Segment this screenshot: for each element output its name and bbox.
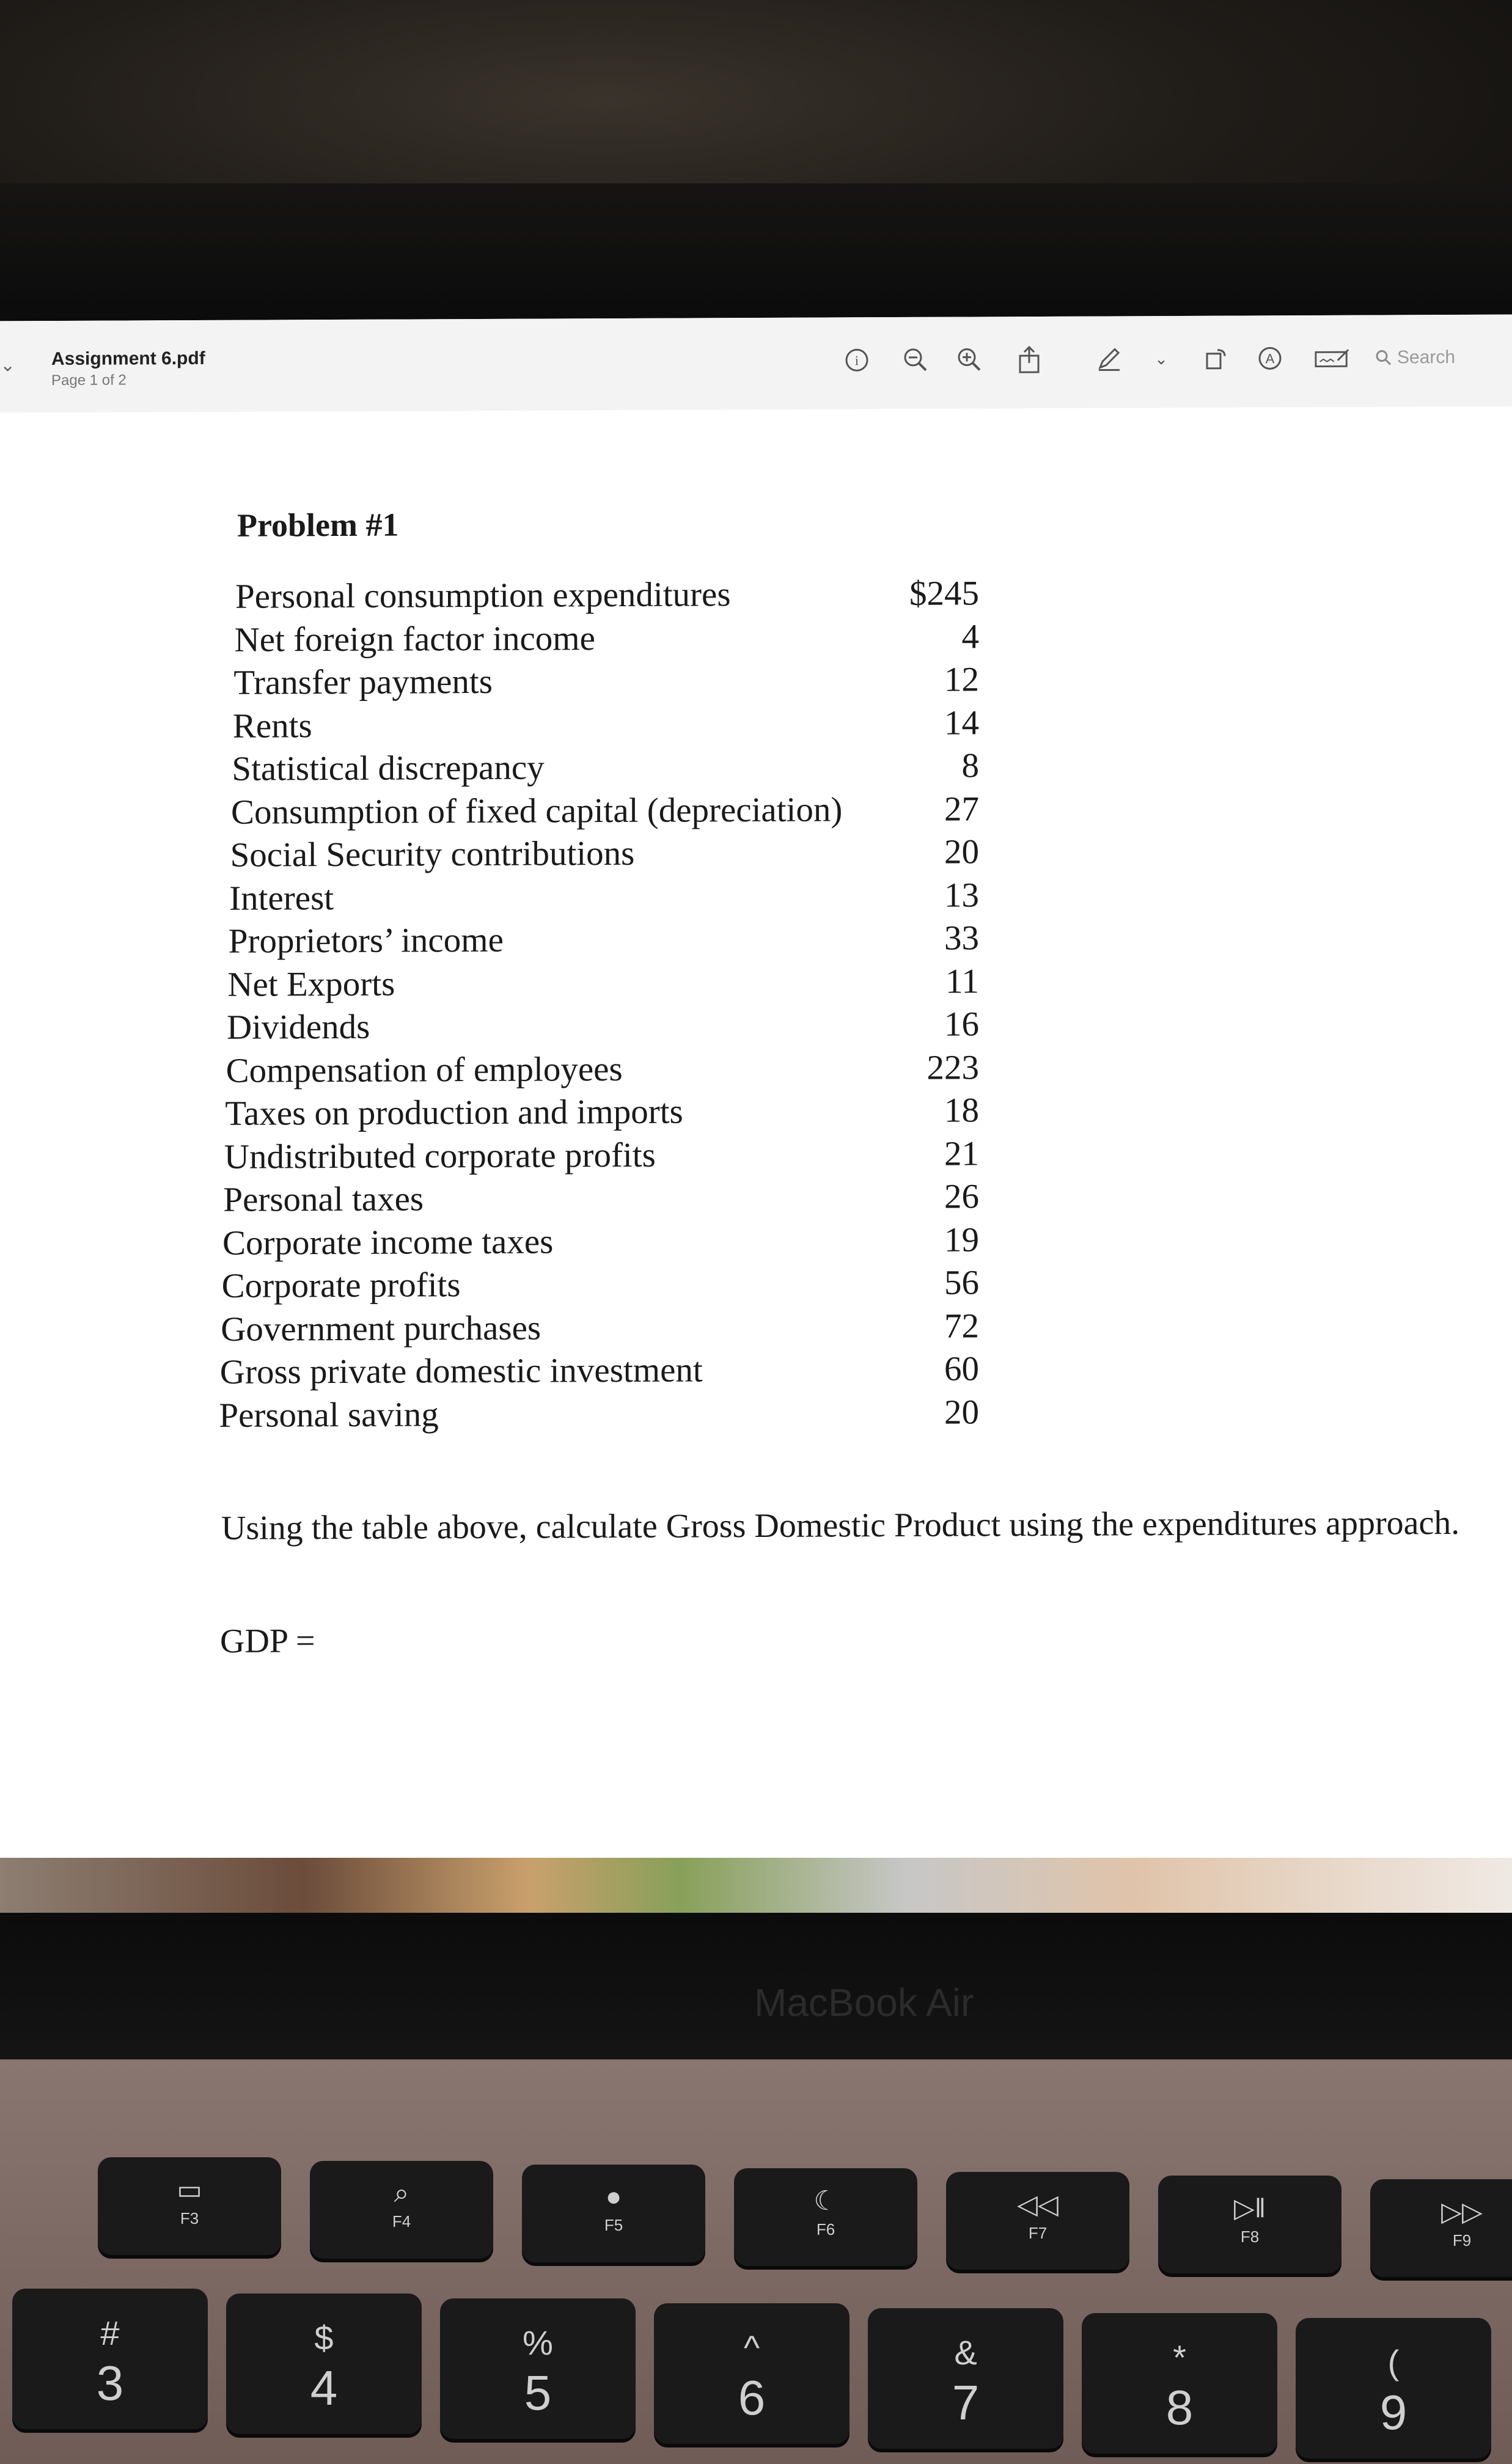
key-number: 6 — [738, 2370, 766, 2425]
table-row — [233, 659, 979, 705]
svg-text:i: i — [854, 353, 859, 369]
signature-icon[interactable] — [1314, 340, 1351, 376]
share-icon[interactable] — [1011, 341, 1048, 378]
row-value: 33 — [944, 919, 979, 958]
gdp-prompt: GDP = — [220, 1622, 315, 1660]
row-value: 18 — [944, 1091, 979, 1130]
row-value: $245 — [909, 574, 979, 613]
function-key[interactable] — [946, 2172, 1129, 2270]
function-key-label: F7 — [1028, 2224, 1048, 2242]
pdf-page — [0, 406, 1512, 1874]
problem-title: Problem #1 — [237, 506, 399, 544]
annotate-icon[interactable] — [1252, 340, 1288, 376]
table-row — [229, 918, 979, 964]
search-field[interactable] — [1375, 339, 1497, 376]
table-row — [223, 1176, 979, 1222]
row-label: Government purchases — [221, 1308, 541, 1349]
number-key[interactable] — [440, 2298, 636, 2439]
question-text: Using the table above, calculate Gross Domestic Product using the expenditures approach. — [221, 1503, 1460, 1547]
row-value: 21 — [944, 1134, 979, 1173]
function-key-label: F4 — [392, 2212, 411, 2231]
table-row — [222, 1220, 979, 1266]
table-row — [220, 1349, 979, 1395]
toolbar — [0, 315, 1512, 414]
row-label: Net foreign factor income — [234, 618, 595, 659]
svg-text:A: A — [1265, 351, 1275, 367]
zoom-in-icon[interactable] — [951, 341, 988, 378]
key-symbol: ( — [1387, 2343, 1400, 2382]
key-number: 9 — [1379, 2385, 1407, 2440]
row-label: Net Exports — [227, 964, 395, 1004]
rotate-icon[interactable] — [1198, 340, 1235, 377]
row-value: 16 — [944, 1005, 979, 1044]
table-row — [227, 1004, 979, 1050]
table-row — [222, 1263, 979, 1308]
key-symbol: % — [523, 2323, 553, 2362]
row-label: Personal taxes — [223, 1179, 424, 1219]
function-key[interactable] — [310, 2161, 493, 2259]
function-key[interactable] — [522, 2165, 705, 2262]
row-label: Compensation of employees — [226, 1049, 623, 1090]
table-row — [231, 789, 979, 835]
number-key[interactable] — [226, 2294, 422, 2434]
table-row — [226, 1047, 979, 1093]
page-indicator: Page 1 of 2 — [51, 372, 127, 389]
row-label: Personal saving — [219, 1395, 439, 1435]
function-key-label: F5 — [604, 2216, 623, 2234]
row-value: 56 — [944, 1263, 979, 1302]
markup-pen-icon[interactable] — [1090, 340, 1127, 377]
key-number: 8 — [1165, 2380, 1194, 2435]
screen-bezel-top — [0, 183, 1512, 324]
table-row — [227, 961, 979, 1007]
table-row — [232, 746, 979, 791]
row-value: 223 — [927, 1047, 979, 1087]
row-label: Transfer payments — [233, 662, 493, 702]
row-value: 11 — [945, 961, 979, 1001]
document-title: Assignment 6.pdf — [51, 348, 205, 370]
row-label: Consumption of fixed capital (depreciation) — [231, 790, 843, 832]
zoom-out-icon[interactable] — [897, 342, 934, 378]
key-symbol: ^ — [743, 2328, 760, 2367]
table-row — [221, 1306, 979, 1352]
rewind-icon: ◁◁ — [1017, 2190, 1059, 2220]
table-row — [233, 703, 979, 749]
table-row — [230, 832, 979, 878]
key-number: 4 — [310, 2361, 338, 2415]
key-number: 7 — [952, 2375, 980, 2430]
row-label: Corporate profits — [221, 1266, 461, 1305]
row-value: 27 — [944, 789, 979, 829]
row-label: Interest — [229, 878, 334, 918]
play-pause-icon: ▷‖ — [1233, 2193, 1266, 2223]
search-icon: ⌕ — [394, 2178, 409, 2208]
key-symbol: # — [100, 2314, 120, 2352]
row-value: 14 — [944, 703, 979, 743]
row-label: Taxes on production and imports — [225, 1092, 683, 1133]
row-value: 20 — [944, 1392, 979, 1432]
table-row — [235, 573, 979, 619]
row-value: 19 — [944, 1220, 979, 1260]
key-number: 5 — [524, 2366, 552, 2420]
key-number: 3 — [96, 2356, 124, 2410]
chevron-down-icon[interactable]: ⌄ — [1154, 349, 1168, 368]
row-value: 4 — [961, 617, 979, 656]
row-label: Undistributed corporate profits — [224, 1135, 656, 1176]
function-key-label: F8 — [1240, 2228, 1260, 2246]
table-row — [225, 1090, 979, 1136]
search-placeholder: Search — [1397, 347, 1456, 368]
desktop-wallpaper-strip — [0, 1858, 1512, 1913]
table-row — [219, 1392, 979, 1438]
number-key[interactable] — [1296, 2318, 1491, 2458]
row-label: Rents — [232, 706, 312, 746]
row-value: 26 — [944, 1177, 979, 1216]
row-label: Proprietors’ income — [228, 920, 504, 961]
title-block — [51, 348, 205, 389]
row-value: 72 — [944, 1306, 979, 1346]
row-value: 20 — [944, 832, 979, 871]
row-value: 12 — [944, 660, 979, 699]
microphone-icon: ● — [605, 2182, 622, 2212]
table-row — [235, 617, 979, 662]
number-key[interactable] — [654, 2303, 850, 2444]
keyboard-deck — [0, 2059, 1512, 2464]
key-symbol: & — [954, 2333, 977, 2372]
row-label: Dividends — [227, 1007, 370, 1047]
row-label: Corporate income taxes — [222, 1222, 554, 1263]
function-key[interactable] — [1370, 2179, 1512, 2277]
table-row — [224, 1134, 979, 1179]
function-key-label: F3 — [180, 2209, 199, 2228]
row-value: 8 — [961, 746, 979, 785]
row-label: Personal consumption expenditures — [235, 575, 731, 616]
row-value: 60 — [944, 1349, 979, 1388]
row-value: 13 — [944, 875, 979, 915]
preview-window — [0, 315, 1512, 1874]
sidebar-toggle-icon[interactable]: ⌄ — [0, 355, 16, 376]
key-symbol: * — [1173, 2338, 1186, 2377]
function-key[interactable] — [734, 2168, 917, 2266]
moon-icon: ☾ — [813, 2186, 838, 2216]
fast-forward-icon: ▷▷ — [1441, 2197, 1483, 2227]
row-label: Social Security contributions — [230, 834, 635, 875]
row-label: Gross private domestic investment — [219, 1351, 703, 1392]
table-row — [229, 875, 979, 921]
function-key[interactable] — [98, 2157, 281, 2255]
function-key-label: F6 — [816, 2220, 835, 2238]
number-key[interactable] — [868, 2308, 1063, 2449]
function-key[interactable] — [1158, 2176, 1341, 2273]
key-symbol: $ — [314, 2319, 334, 2357]
search-icon — [1375, 349, 1392, 366]
number-key[interactable] — [12, 2289, 208, 2429]
function-key-label: F9 — [1452, 2231, 1472, 2250]
mission-control-icon: ▭ — [177, 2175, 202, 2205]
info-icon[interactable] — [839, 342, 875, 378]
number-key[interactable] — [1082, 2313, 1277, 2454]
macbook-brand-label: MacBook Air — [754, 1981, 974, 2025]
row-label: Statistical discrepancy — [232, 748, 545, 788]
